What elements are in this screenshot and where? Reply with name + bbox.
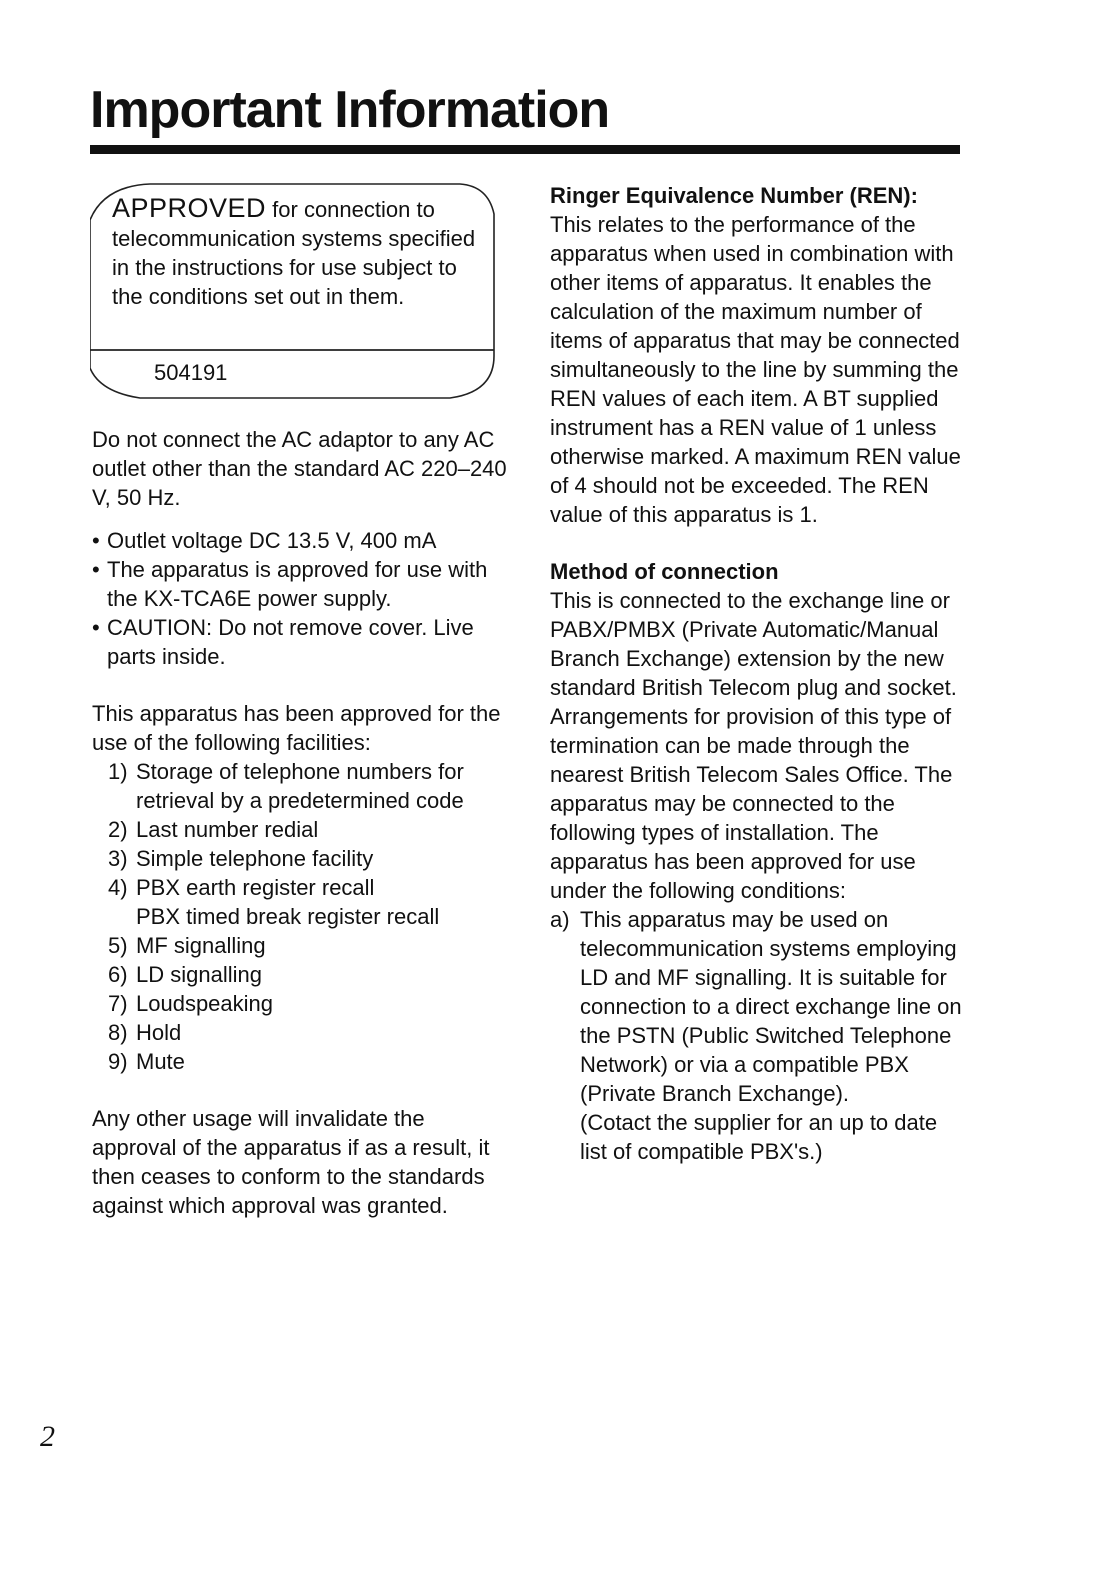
right-column [550, 181, 970, 1166]
list-number: 7) [108, 991, 128, 1016]
list-item [92, 815, 512, 844]
list-text: PBX earth register recall [136, 875, 375, 900]
list-text: Loudspeaking [136, 991, 274, 1016]
condition-note: (Cotact the supplier for an up to date list of compatible PBX's.) [580, 1110, 938, 1164]
list-item [92, 902, 512, 931]
page-title: Important Information [90, 81, 610, 139]
facilities-intro: This apparatus has been approved for the use of the following facilities: [92, 701, 501, 755]
list-item [92, 931, 512, 960]
approved-label: APPROVED [112, 193, 267, 223]
list-number: 8) [108, 1020, 128, 1045]
approval-text: for connection to telecommunication systems specified in the instructions for use subject to the conditions set out in them. [112, 197, 476, 309]
list-item [92, 1047, 512, 1076]
method-text: This is connected to the exchange line or PABX/PMBX (Private Automatic/Manual Branch Exchange) extension by the new standard British Telecom plug and socket. Arrangements for provision of this type of termination can be made through the nearest British Telecom Sales Office. The apparatus may be connected to the following types of installation. The apparatus has been approved for use under the following conditions: [550, 588, 957, 903]
list-item [92, 960, 512, 989]
list-number: 4) [108, 875, 128, 900]
bullet-item: • The apparatus is approved for use with the KX-TCA6E power supply. [92, 555, 512, 613]
list-item [92, 844, 512, 873]
method-heading: Method of connection [550, 559, 779, 584]
list-text: Mute [136, 1049, 185, 1074]
list-number: 9) [108, 1049, 128, 1074]
list-text: LD signalling [136, 962, 262, 987]
list-item [550, 905, 970, 1166]
list-item [92, 873, 512, 902]
list-number: 5) [108, 933, 128, 958]
list-letter: a) [550, 907, 570, 932]
list-item [92, 1018, 512, 1047]
facilities-list [92, 757, 512, 1076]
list-text: Storage of telephone numbers for retrieval by a predetermined code [136, 759, 464, 813]
list-number: 2) [108, 817, 128, 842]
approval-notice [90, 180, 498, 402]
invalidation-notice: Any other usage will invalidate the approval of the apparatus if as a result, it then ceases to conform to the standards against which approval was granted. [92, 1106, 490, 1218]
page-number: 2 [40, 1420, 55, 1453]
ren-heading: Ringer Equivalence Number (REN): [550, 183, 918, 208]
bullet-item: • CAUTION: Do not remove cover. Live parts inside. [92, 613, 512, 671]
list-text: Hold [136, 1020, 182, 1045]
bullet-item: • Outlet voltage DC 13.5 V, 400 mA [92, 526, 512, 555]
left-column [92, 425, 512, 1220]
power-notes [92, 526, 512, 671]
conditions-list [550, 905, 970, 1166]
title-underline [90, 145, 960, 154]
approval-number: 504191 [154, 360, 228, 385]
approval-statement [112, 194, 492, 311]
list-text: MF signalling [136, 933, 266, 958]
list-item [92, 757, 512, 815]
ren-text: This relates to the performance of the apparatus when used in combination with other items of apparatus. It enables the calculation of the maximum number of items of apparatus that may be connected simultaneously to the line by summing the REN values of each item. A BT supplied instrument has a REN value of 1 unless otherwise marked. A maximum REN value of 4 should not be exceeded. The REN value of this apparatus is 1. [550, 212, 961, 527]
list-number: 6) [108, 962, 128, 987]
adaptor-warning: Do not connect the AC adaptor to any AC outlet other than the standard AC 220–240 V, 50 Hz. [92, 427, 507, 510]
list-text: Last number redial [136, 817, 319, 842]
list-text: PBX timed break register recall [136, 904, 440, 929]
list-item [92, 989, 512, 1018]
condition-text: This apparatus may be used on telecommunication systems employing LD and MF signalling. It is suitable for connection to a direct exchange line on the PSTN (Public Switched Telephone Network) or via a compatible PBX (Private Branch Exchange). [580, 907, 962, 1106]
list-text: Simple telephone facility [136, 846, 374, 871]
list-number: 1) [108, 759, 128, 784]
list-number: 3) [108, 846, 128, 871]
